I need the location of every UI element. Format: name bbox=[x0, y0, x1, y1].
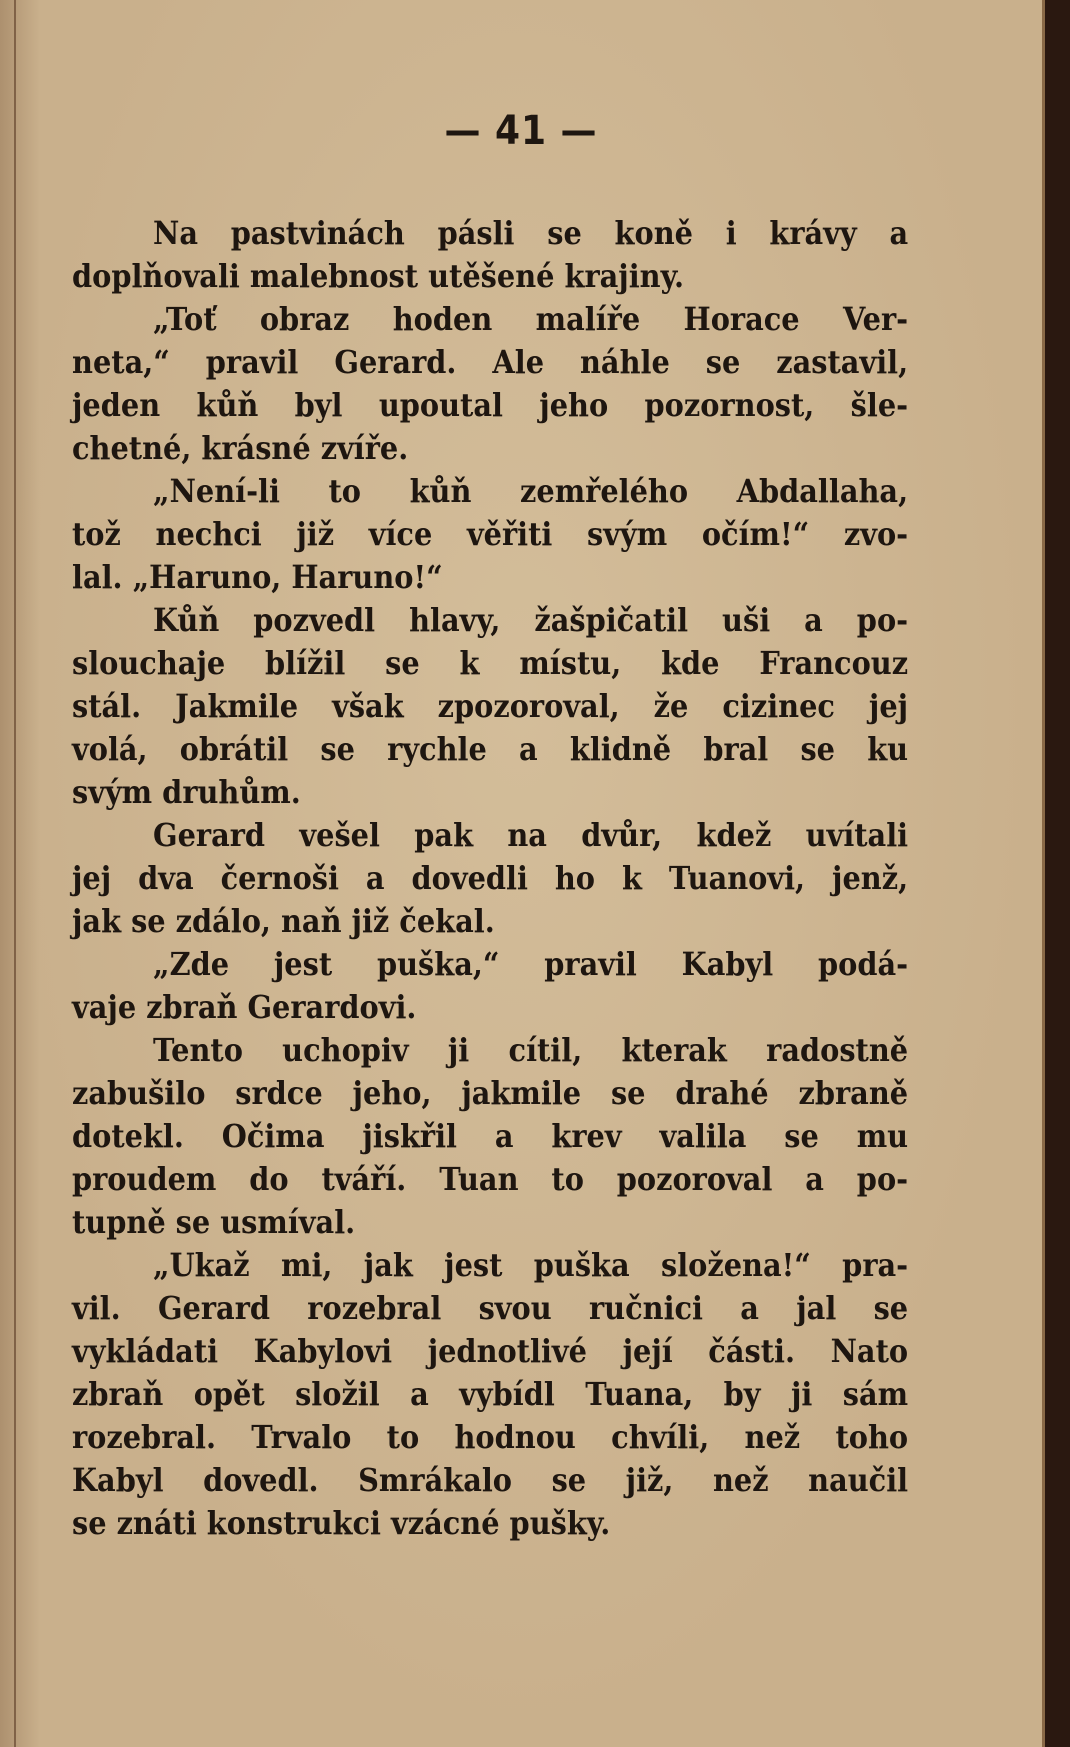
text-line: chetné, krásné zvíře. bbox=[72, 429, 409, 467]
text-line: dotekl. Očima jiskřil a krev valila se mu bbox=[72, 1117, 909, 1155]
text-line: vykládati Kabylovi jednotlivé její části. Nato bbox=[72, 1332, 909, 1370]
text-line: „Ukaž mi, jak jest puška složena!“ pra- bbox=[153, 1246, 909, 1284]
text-line: tupně se usmíval. bbox=[72, 1203, 356, 1241]
text-line: rozebral. Trvalo to hodnou chvíli, než toho bbox=[72, 1418, 909, 1456]
body-text bbox=[72, 212, 909, 1545]
text-line: neta,“ pravil Gerard. Ale náhle se zastavil, bbox=[72, 343, 909, 381]
text-line: proudem do tváří. Tuan to pozoroval a po- bbox=[72, 1160, 909, 1198]
text-line: vaje zbraň Gerardovi. bbox=[72, 988, 417, 1026]
text-line: Na pastvinách pásli se koně i krávy a bbox=[153, 214, 909, 252]
text-line: lal. „Haruno, Haruno!“ bbox=[72, 558, 443, 596]
text-line: jej dva černoši a dovedli ho k Tuanovi, jenž, bbox=[72, 859, 909, 897]
text-line: „Zde jest puška,“ pravil Kabyl podá- bbox=[153, 945, 909, 983]
text-line: vil. Gerard rozebral svou ručnici a jal se bbox=[72, 1289, 909, 1327]
text-line: Kůň pozvedl hlavy, žašpičatil uši a po- bbox=[153, 601, 909, 639]
text-line: Tento uchopiv ji cítil, kterak radostně bbox=[153, 1031, 909, 1069]
text-line: se znáti konstrukci vzácné pušky. bbox=[72, 1504, 611, 1542]
text-line: „Toť obraz hoden malíře Horace Ver- bbox=[153, 300, 909, 338]
text-line: „Není-li to kůň zemřelého Abdallaha, bbox=[153, 472, 909, 510]
text-line: doplňovali malebnost utěšené krajiny. bbox=[72, 257, 685, 295]
text-line: Gerard vešel pak na dvůr, kdež uvítali bbox=[153, 816, 909, 854]
text-line: svým druhům. bbox=[72, 773, 301, 811]
text-line: jeden kůň byl upoutal jeho pozornost, šle- bbox=[72, 386, 909, 424]
text-line: jak se zdálo, naň již čekal. bbox=[72, 902, 495, 940]
text-line: volá, obrátil se rychle a klidně bral se ku bbox=[72, 730, 909, 768]
page-gutter bbox=[14, 0, 16, 1747]
page-number: — 41 — bbox=[444, 108, 598, 154]
text-line: stál. Jakmile však zpozoroval, že cizinec jej bbox=[72, 687, 909, 725]
text-line: Kabyl dovedl. Smrákalo se již, než naučil bbox=[72, 1461, 909, 1499]
text-line: zabušilo srdce jeho, jakmile se drahé zbraně bbox=[72, 1074, 909, 1112]
text-line: tož nechci již více věřiti svým očím!“ zvo- bbox=[72, 515, 909, 553]
text-line: slouchaje blížil se k místu, kde Francouz bbox=[72, 644, 909, 682]
text-line: zbraň opět složil a vybídl Tuana, by ji sám bbox=[72, 1375, 909, 1413]
